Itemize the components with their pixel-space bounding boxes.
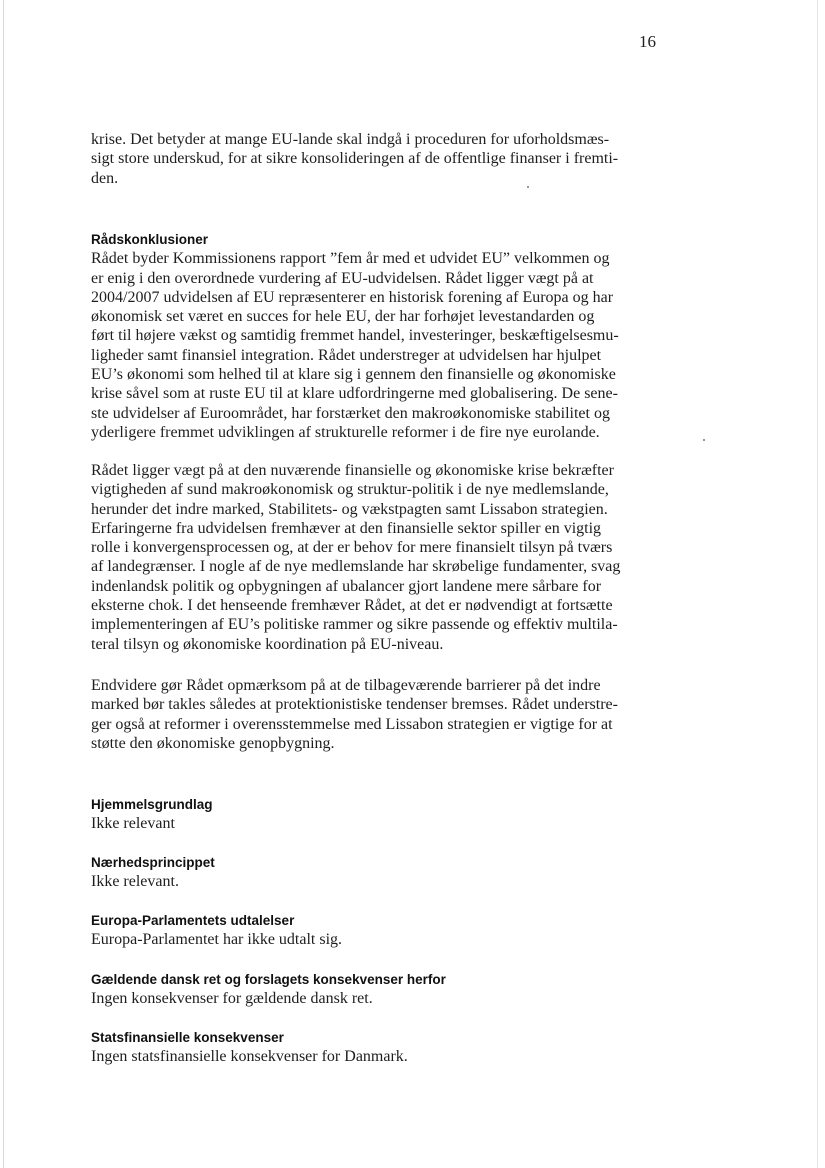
text-line: af landegrænser. I nogle af de nye medlemslande har skrøbelige fundamenter, svag: [91, 558, 621, 576]
text-line: Rådet ligger vægt på at den nuværende finansielle og økonomiske krise bekræfter: [91, 462, 614, 479]
intro-paragraph: [91, 130, 636, 188]
scan-edge-left: [3, 0, 4, 1168]
section-text: Ingen konsekvenser for gældende dansk ret.: [91, 990, 373, 1008]
hjemmelsgrundlag-section: [91, 795, 651, 834]
text-line: sigt store underskud, for at sikre konsolideringen af de offentlige finanser i fremti-: [91, 150, 619, 168]
section-heading: Statsfinansielle konsekvenser: [91, 1030, 284, 1045]
text-line: eksterne chok. I det henseende fremhæver Rådet, at det er nødvendigt at fortsætte: [91, 597, 613, 615]
text-line: Rådet byder Kommissionens rapport ”fem år med et udvidet EU” velkommen og: [91, 250, 610, 268]
section-text: Ingen statsfinansielle konsekvenser for Danmark.: [91, 1048, 408, 1066]
text-line: 2004/2007 udvidelsen af EU repræsenterer en historisk forening af Europa og har: [91, 288, 614, 306]
text-line: støtte den økonomiske genopbygning.: [91, 734, 335, 752]
conclusions-paragraph-1: [91, 249, 636, 442]
text-line: herunder det indre marked, Stabilitets- og vækstpagten samt Lissabon strategien.: [91, 500, 608, 518]
section-heading: Europa-Parlamentets udtalelser: [91, 913, 295, 928]
text-line: EU’s økonomi som helhed til at klare sig i gennem den finansielle og økonomiske: [91, 366, 616, 384]
text-line: krise såvel som at ruste EU til at klare udfordringerne med globalisering. De sene-: [91, 385, 618, 403]
section-heading: Gældende dansk ret og forslagets konsekvenser herfor: [91, 972, 446, 987]
text-line: ste udvidelser af Euroområdet, har forstærket den makroøkonomiske stabilitet og: [91, 404, 610, 422]
text-line: implementeringen af EU’s politiske rammer og sikre passende og effektiv multila-: [91, 616, 618, 634]
text-line: Erfaringerne fra udvidelsen fremhæver at den finansielle sektor spiller en vigtig: [91, 519, 602, 537]
text-line: er enig i den overordnede vurdering af EU-udvidelsen. Rådet ligger vægt på at: [91, 269, 594, 287]
text-line: marked bør takles således at protektionistiske tendenser bremses. Rådet understre-: [91, 696, 618, 714]
scan-edge-right: [817, 0, 818, 1168]
section-heading: Nærhedsprincippet: [91, 855, 215, 870]
text-line: ligheder samt finansiel integration. Rådet understreger at udvidelsen har hjulpet: [91, 346, 602, 364]
text-line: vigtigheden af sund makroøkonomisk og struktur-politik i de nye medlemslande,: [91, 481, 609, 499]
section-text: Ikke relevant.: [91, 873, 179, 891]
text-line: ger også at reformer i overensstemmelse med Lissabon strategien er vigtige for at: [91, 715, 613, 733]
text-line: rolle i konvergensprocessen og, at der er behov for mere finansielt tilsyn på tværs: [91, 539, 613, 557]
europa-parlamentet-section: [91, 911, 651, 950]
section-heading: Rådskonklusioner: [91, 232, 209, 247]
conclusions-paragraph-3: [91, 676, 636, 753]
section-text: Ikke relevant: [91, 815, 175, 833]
scan-speck: [703, 439, 705, 441]
text-line: indenlandsk politik og opbygningen af ubalancer gjort landene mere sårbare for: [91, 577, 602, 595]
text-line: den.: [91, 169, 119, 187]
text-line: teral tilsyn og økonomiske koordination på EU-niveau.: [91, 635, 444, 653]
section-heading: Hjemmelsgrundlag: [91, 797, 213, 812]
naerhedsprincippet-section: [91, 853, 651, 892]
text-line: krise. Det betyder at mange EU-lande skal indgå i proceduren for uforholdsmæs-: [91, 131, 610, 148]
text-line: ført til højere vækst og samtidig fremmet handel, investeringer, beskæftigelsesmu-: [91, 327, 619, 345]
page-number: 16: [639, 32, 656, 51]
section-text: Europa-Parlamentet har ikke udtalt sig.: [91, 931, 343, 949]
statsfinansielle-section: [91, 1028, 651, 1067]
conclusions-paragraph-2: [91, 461, 636, 654]
text-line: Endvidere gør Rådet opmærksom på at de tilbageværende barrierer på det indre: [91, 677, 601, 694]
text-line: økonomisk set været en succes for hele EU, der har forhøjet levestandarden og: [91, 308, 595, 326]
radskonklusioner-section: [91, 230, 636, 442]
dansk-ret-section: [91, 970, 651, 1009]
text-line: yderligere fremmet udviklingen af strukturelle reformer i de fire nye eurolande.: [91, 423, 600, 441]
